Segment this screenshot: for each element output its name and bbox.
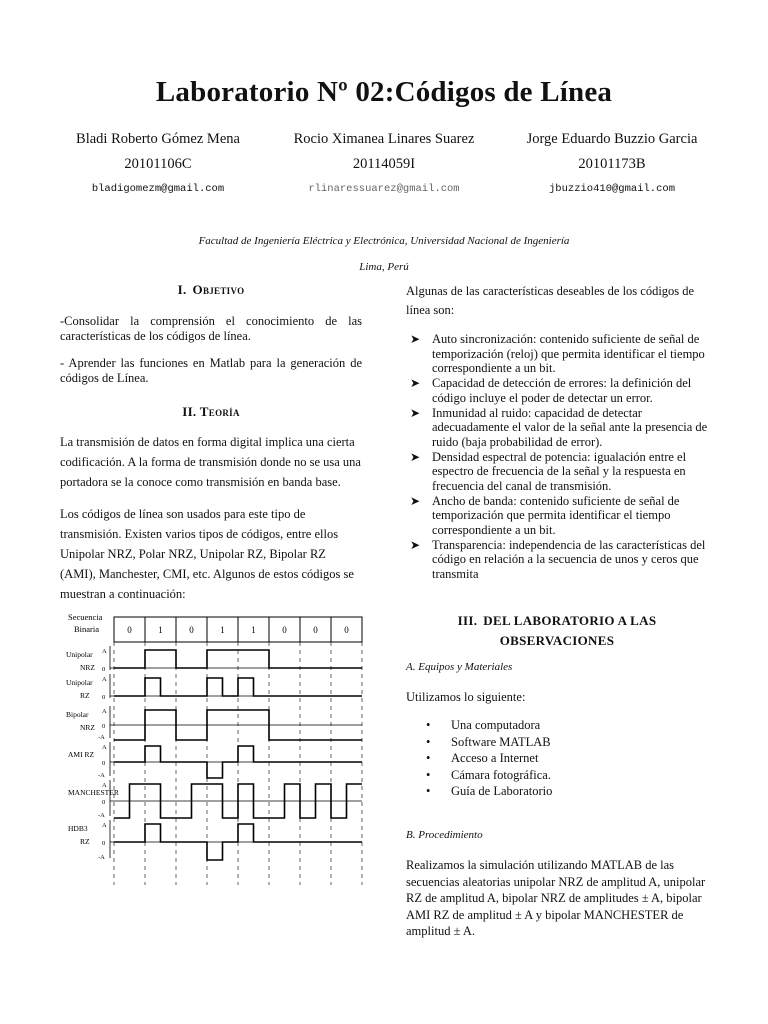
author-id: 20114059I <box>352 156 416 172</box>
section-title: Objetivo <box>192 282 245 297</box>
axis-label-a: A <box>102 676 107 683</box>
row-label-secondary: NRZ <box>80 663 95 672</box>
list-item <box>406 450 708 494</box>
axis-label-zero: 0 <box>102 694 106 701</box>
subsection-equipos-heading: A. Equipos y Materiales <box>406 661 513 673</box>
author-email[interactable]: bladigomezm@gmail.com <box>91 183 225 195</box>
row-label-secondary: NRZ <box>80 723 95 732</box>
bit-value: 0 <box>189 625 194 635</box>
list-item-text: Transparencia: independencia de las características del código en relación a la secuencia de unos y ceros que transmita <box>432 537 706 581</box>
procedimiento-paragraph: Realizamos la simulación utilizando MATLAB de las secuencias aleatorias unipolar NRZ de amplitud A, unipolar RZ de amplitud A, bipolar NRZ de amplitudes ± A, bipolar AMI RZ de amplitud ± A y bipolar MANCHESTER de amplitud ± A. <box>406 858 706 938</box>
row-label-secondary: RZ <box>80 837 90 846</box>
section-objetivo-heading <box>60 280 362 300</box>
list-item <box>406 406 708 450</box>
row-label: MANCHESTER <box>68 788 119 797</box>
axis-label-zero: 0 <box>102 666 106 673</box>
author-3 <box>484 131 740 195</box>
axis-label-a: A <box>102 648 107 655</box>
line-codes-figure <box>60 610 370 890</box>
author-email[interactable]: jbuzzio410@gmail.com <box>548 183 676 195</box>
list-item <box>406 734 708 751</box>
signal-row <box>66 674 362 701</box>
list-item <box>406 767 708 784</box>
bit-value: 1 <box>251 625 256 635</box>
arrow-bullet-icon: ➤ <box>410 537 421 552</box>
header-label-2: Binaria <box>74 624 100 634</box>
axis-label-zero: 0 <box>102 760 106 767</box>
bit-value: 1 <box>220 625 225 635</box>
dot-bullet-icon: • <box>426 784 431 798</box>
dot-bullet-icon: • <box>426 734 431 749</box>
author-name: Rocio Ximanea Linares Suarez <box>293 131 475 147</box>
author-2 <box>256 131 512 195</box>
objetivo-paragraph-2: - Aprender las funciones en Matlab para la generación de códigos de Línea. <box>60 355 362 385</box>
author-id: 20101173B <box>578 156 646 172</box>
dot-bullet-icon: • <box>426 718 431 732</box>
author-id: 20101106C <box>124 156 192 172</box>
list-item-text: Ancho de banda: contenido suficiente de señal de temporización que permita identificar el tiempo correspondiente a un bit. <box>432 493 680 537</box>
arrow-bullet-icon: ➤ <box>410 376 421 390</box>
list-item-text: Guía de Laboratorio <box>451 784 553 798</box>
row-label: AMI RZ <box>68 750 95 759</box>
bit-value: 0 <box>313 625 318 635</box>
list-item <box>406 750 708 767</box>
row-label: HDB3 <box>68 824 88 833</box>
section-number: I. <box>177 282 187 297</box>
arrow-bullet-icon: ➤ <box>410 449 421 464</box>
axis-label-neg-a: -A <box>98 772 105 779</box>
section-title: DEL LABORATORIO A LAS OBSERVACIONES <box>483 613 657 648</box>
author-email[interactable]: rlinaressuarez@gmail.com <box>308 183 460 195</box>
author-name: Jorge Eduardo Buzzio Garcia <box>526 131 698 147</box>
bit-value: 0 <box>344 625 349 635</box>
header-label-1: Secuencia <box>68 612 103 622</box>
list-item-text: Capacidad de detección de errores: la definición del código incluye el poder de detectar un error. <box>432 376 692 405</box>
axis-label-neg-a: -A <box>98 812 105 819</box>
caracteristicas-intro: Algunas de las características deseables de los códigos de línea son: <box>406 284 695 317</box>
axis-label-a: A <box>102 744 107 751</box>
axis-label-a: A <box>102 708 107 715</box>
bits-row <box>127 617 349 642</box>
list-item <box>406 783 708 800</box>
signal-row <box>66 706 362 741</box>
list-item-text: Software MATLAB <box>451 734 551 749</box>
list-item <box>406 332 708 376</box>
axis-label-neg-a: -A <box>98 854 105 861</box>
author-1 <box>30 131 286 195</box>
section-laboratorio-heading <box>406 611 708 650</box>
right-column <box>406 282 708 940</box>
axis-label-zero: 0 <box>102 723 106 730</box>
arrow-bullet-icon: ➤ <box>410 493 421 508</box>
bit-value: 0 <box>282 625 287 635</box>
dot-bullet-icon: • <box>426 751 431 765</box>
signal-rows <box>66 646 362 861</box>
waveform <box>114 678 362 696</box>
list-item-text: Inmunidad al ruido: capacidad de detectar adecuadamente el valor de la señal ante la presencia de ruido (baja probabilidad de error). <box>432 405 708 449</box>
subsection-procedimiento-heading: B. Procedimiento <box>406 828 483 841</box>
bit-value: 0 <box>127 625 132 635</box>
paper-title: Laboratorio Nº 02:Códigos de Línea <box>155 76 613 108</box>
axis-label-zero: 0 <box>102 799 106 806</box>
section-teoria-heading: II. Teoría <box>182 403 240 419</box>
signal-row <box>66 646 362 673</box>
axis-label-a: A <box>102 822 107 829</box>
list-item <box>406 494 708 538</box>
signal-row <box>68 780 362 819</box>
teoria-paragraph-2: Los códigos de línea son usados para este tipo de transmisión. Existen varios tipos de códigos, entre ellos Unipolar NRZ, Polar NRZ, Unipolar RZ, Bipolar RZ (AMI), Manchester, CMI, etc. Algunos de estos códigos se muestran a continuación: <box>60 507 354 601</box>
line-codes-diagram <box>60 610 370 890</box>
axis-label-neg-a: -A <box>98 734 105 741</box>
list-item-text: Acceso a Internet <box>451 751 539 765</box>
list-item <box>406 717 708 734</box>
list-item <box>406 538 708 582</box>
caracteristicas-list <box>406 332 708 581</box>
affiliation-city: Lima, Perú <box>359 261 409 273</box>
section-number: III. <box>457 613 478 628</box>
signal-row <box>68 820 362 861</box>
arrow-bullet-icon: ➤ <box>410 405 421 420</box>
list-item-text: Densidad espectral de potencia: igualación entre el espectro de frecuencia de la señal y la respuesta en frecuencia del canal de transmisión. <box>432 449 687 493</box>
utilizamos-text: Utilizamos lo siguiente: <box>406 689 526 704</box>
list-item-text: Una computadora <box>451 718 541 732</box>
left-column <box>60 280 362 604</box>
row-label-secondary: RZ <box>80 691 90 700</box>
axis-label-a: A <box>102 782 107 789</box>
objetivo-paragraph-1: -Consolidar la comprensión el conocimiento de las características de los códigos de línea. <box>60 313 362 343</box>
list-item <box>406 376 708 405</box>
teoria-paragraph-1: La transmisión de datos en forma digital implica una cierta codificación. A la forma de transmisión donde no se usa una portadora se la conoce como transmisión en banda base. <box>60 435 361 489</box>
axis-label-zero: 0 <box>102 840 106 847</box>
affiliation: Facultad de Ingeniería Eléctrica y Electrónica, Universidad Nacional de Ingeniería <box>198 235 570 247</box>
row-label: Unipolar <box>66 678 93 687</box>
list-item-text: Auto sincronización: contenido suficiente de señal de temporización (reloj) que permita identificar el tiempo correspondiente a un bit. <box>432 332 705 375</box>
arrow-bullet-icon: ➤ <box>410 332 421 346</box>
list-item-text: Cámara fotográfica. <box>451 767 551 782</box>
dot-bullet-icon: • <box>426 767 431 782</box>
author-name: Bladi Roberto Gómez Mena <box>76 131 240 147</box>
row-label: Unipolar <box>66 650 93 659</box>
signal-row <box>68 742 362 779</box>
materials-list <box>406 717 708 800</box>
bit-value: 1 <box>158 625 163 635</box>
row-label: Bipolar <box>66 710 89 719</box>
